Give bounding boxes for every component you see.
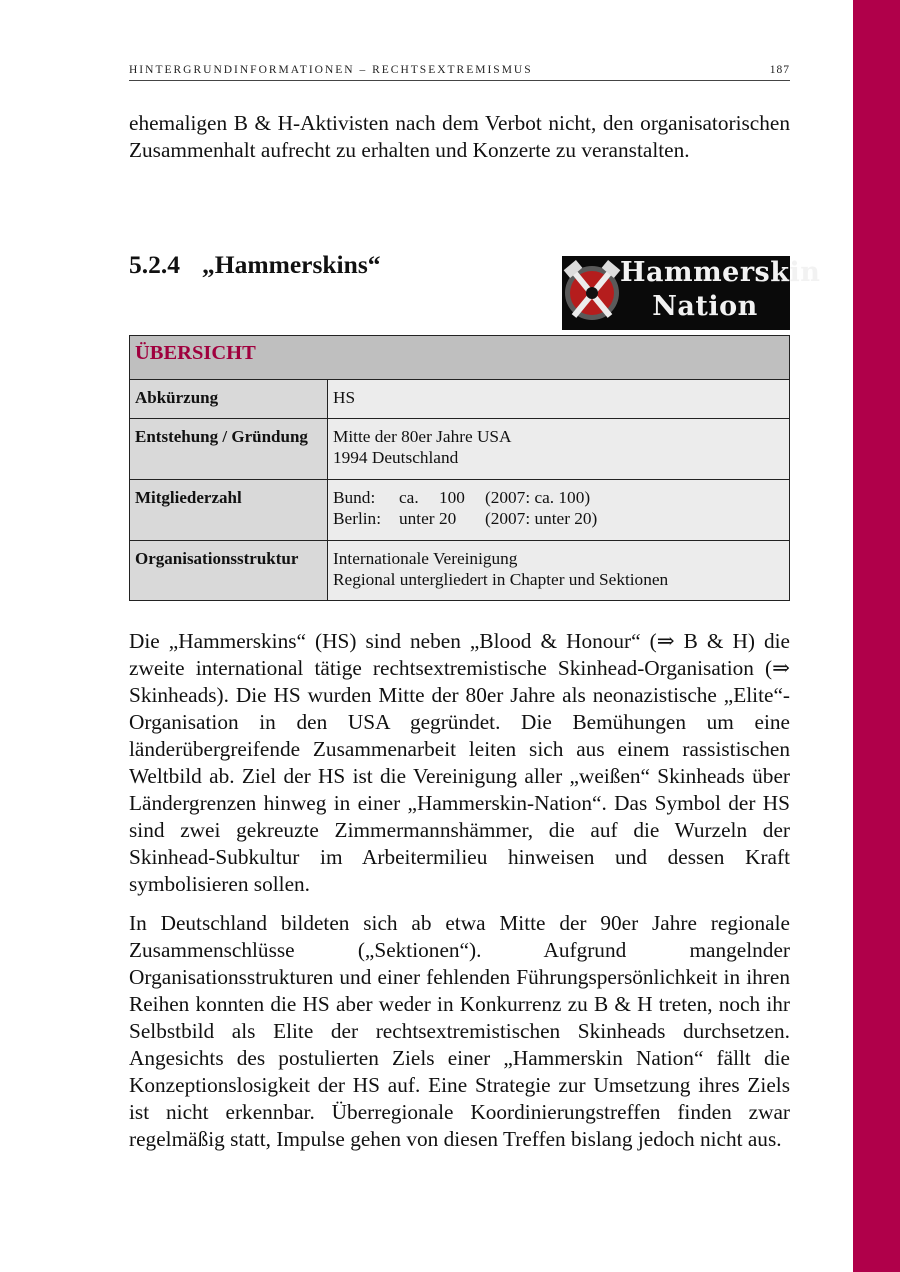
member-count-bund [333,487,784,508]
member-qualifier: unter [399,509,435,528]
row-label-abkuerzung: Abkürzung [130,380,328,419]
member-region: Berlin: [333,509,381,528]
member-previous: (2007: ca. 100) [485,488,591,507]
logo-text-line-2: Nation [652,291,758,322]
hammerskin-nation-logo [562,256,821,330]
table-row [130,419,790,480]
overview-table [129,335,790,601]
value-line: Regional untergliedert in Chapter und Sektionen [333,570,669,589]
member-count-berlin [333,508,784,529]
row-value-entstehung [328,419,790,480]
row-value-abkuerzung [328,380,790,419]
table-row [130,480,790,541]
member-qualifier: ca. [399,488,419,507]
row-value-mitgliederzahl [328,480,790,541]
value-line: 1994 Deutschland [333,448,459,467]
running-head-title: HINTERGRUNDINFORMATIONEN – RECHTSEXTREMISMUS [129,64,533,76]
member-region: Bund: [333,488,376,507]
row-label-mitgliederzahl: Mitgliederzahl [130,480,328,541]
body-paragraph-2: In Deutschland bildeten sich ab etwa Mitte der 90er Jahre regionale Zusammenschlüsse („Sektionen“). Aufgrund mangelnder Organisationsstrukturen und einer fehlenden Führungspersönlichkeit in ihren Reihen konnten die HS aber weder in Konkurrenz zu B & H treten, noch ihr Selbstbild als Elite der rechtsextremistischen Skinheads durchsetzen. Angesichts des postulierten Ziels einer „Hammerskin Nation“ fällt die Konzeptionslosigkeit der HS auf. Eine Strategie zur Umsetzung ihres Ziels ist nicht erkennbar. Überregionale Koordinierungstreffen finden zwar regelmäßig statt, Impulse gehen von diesen Treffen bislang jedoch nicht aus. [129,911,790,1151]
section-number: 5.2.4 [129,250,180,279]
member-count: 20 [439,509,457,528]
running-head [129,62,790,81]
body-paragraph-1: Die „Hammerskins“ (HS) sind neben „Blood & Honour“ (⇒ B & H) die zweite international tätige rechtsextremistische Skinhead-Organisation (⇒ Skinheads). Die HS wurden Mitte der 80er Jahre als neonazistische „Elite“-Organisation in den USA gegründet. Die Bemühungen um eine länderübergreifende Zusammenarbeit leiten sich aus einem rassistischen Weltbild ab. Ziel der HS ist die Vereinigung aller „weißen“ Skinheads über Ländergrenzen hinweg in einer „Hammerskin-Nation“. Das Symbol der HS sind zwei gekreuzte Zimmermannshämmer, die auf die Wurzeln der Skinhead-Subkultur im Arbeitermilieu hinweisen und dessen Kraft symbolisieren sollen. [129,629,790,896]
row-label-entstehung: Entstehung / Gründung [130,419,328,480]
logo-text [620,256,821,324]
section-title: „Hammerskins“ [202,250,381,279]
row-value-organisationsstruktur [328,541,790,601]
table-row [130,380,790,419]
intro-paragraph: ehemaligen B & H-Aktivisten nach dem Verbot nicht, den organisatorischen Zusammenhalt aufrecht zu erhalten und Konzerte zu veranstalten. [129,111,790,162]
side-color-bar [853,0,900,1272]
table-row [130,541,790,601]
page-number: 187 [769,64,790,76]
value-line: Mitte der 80er Jahre USA [333,427,512,446]
value-line: Internationale Vereinigung [333,549,518,568]
member-previous: (2007: unter 20) [485,509,598,528]
overview-heading: ÜBERSICHT [130,336,790,380]
section-heading [129,250,381,280]
value-line: HS [333,388,356,407]
row-label-organisationsstruktur: Organisationsstruktur [130,541,328,601]
member-count: 100 [439,488,465,507]
logo-text-line-1: Hammerskin [620,257,821,288]
